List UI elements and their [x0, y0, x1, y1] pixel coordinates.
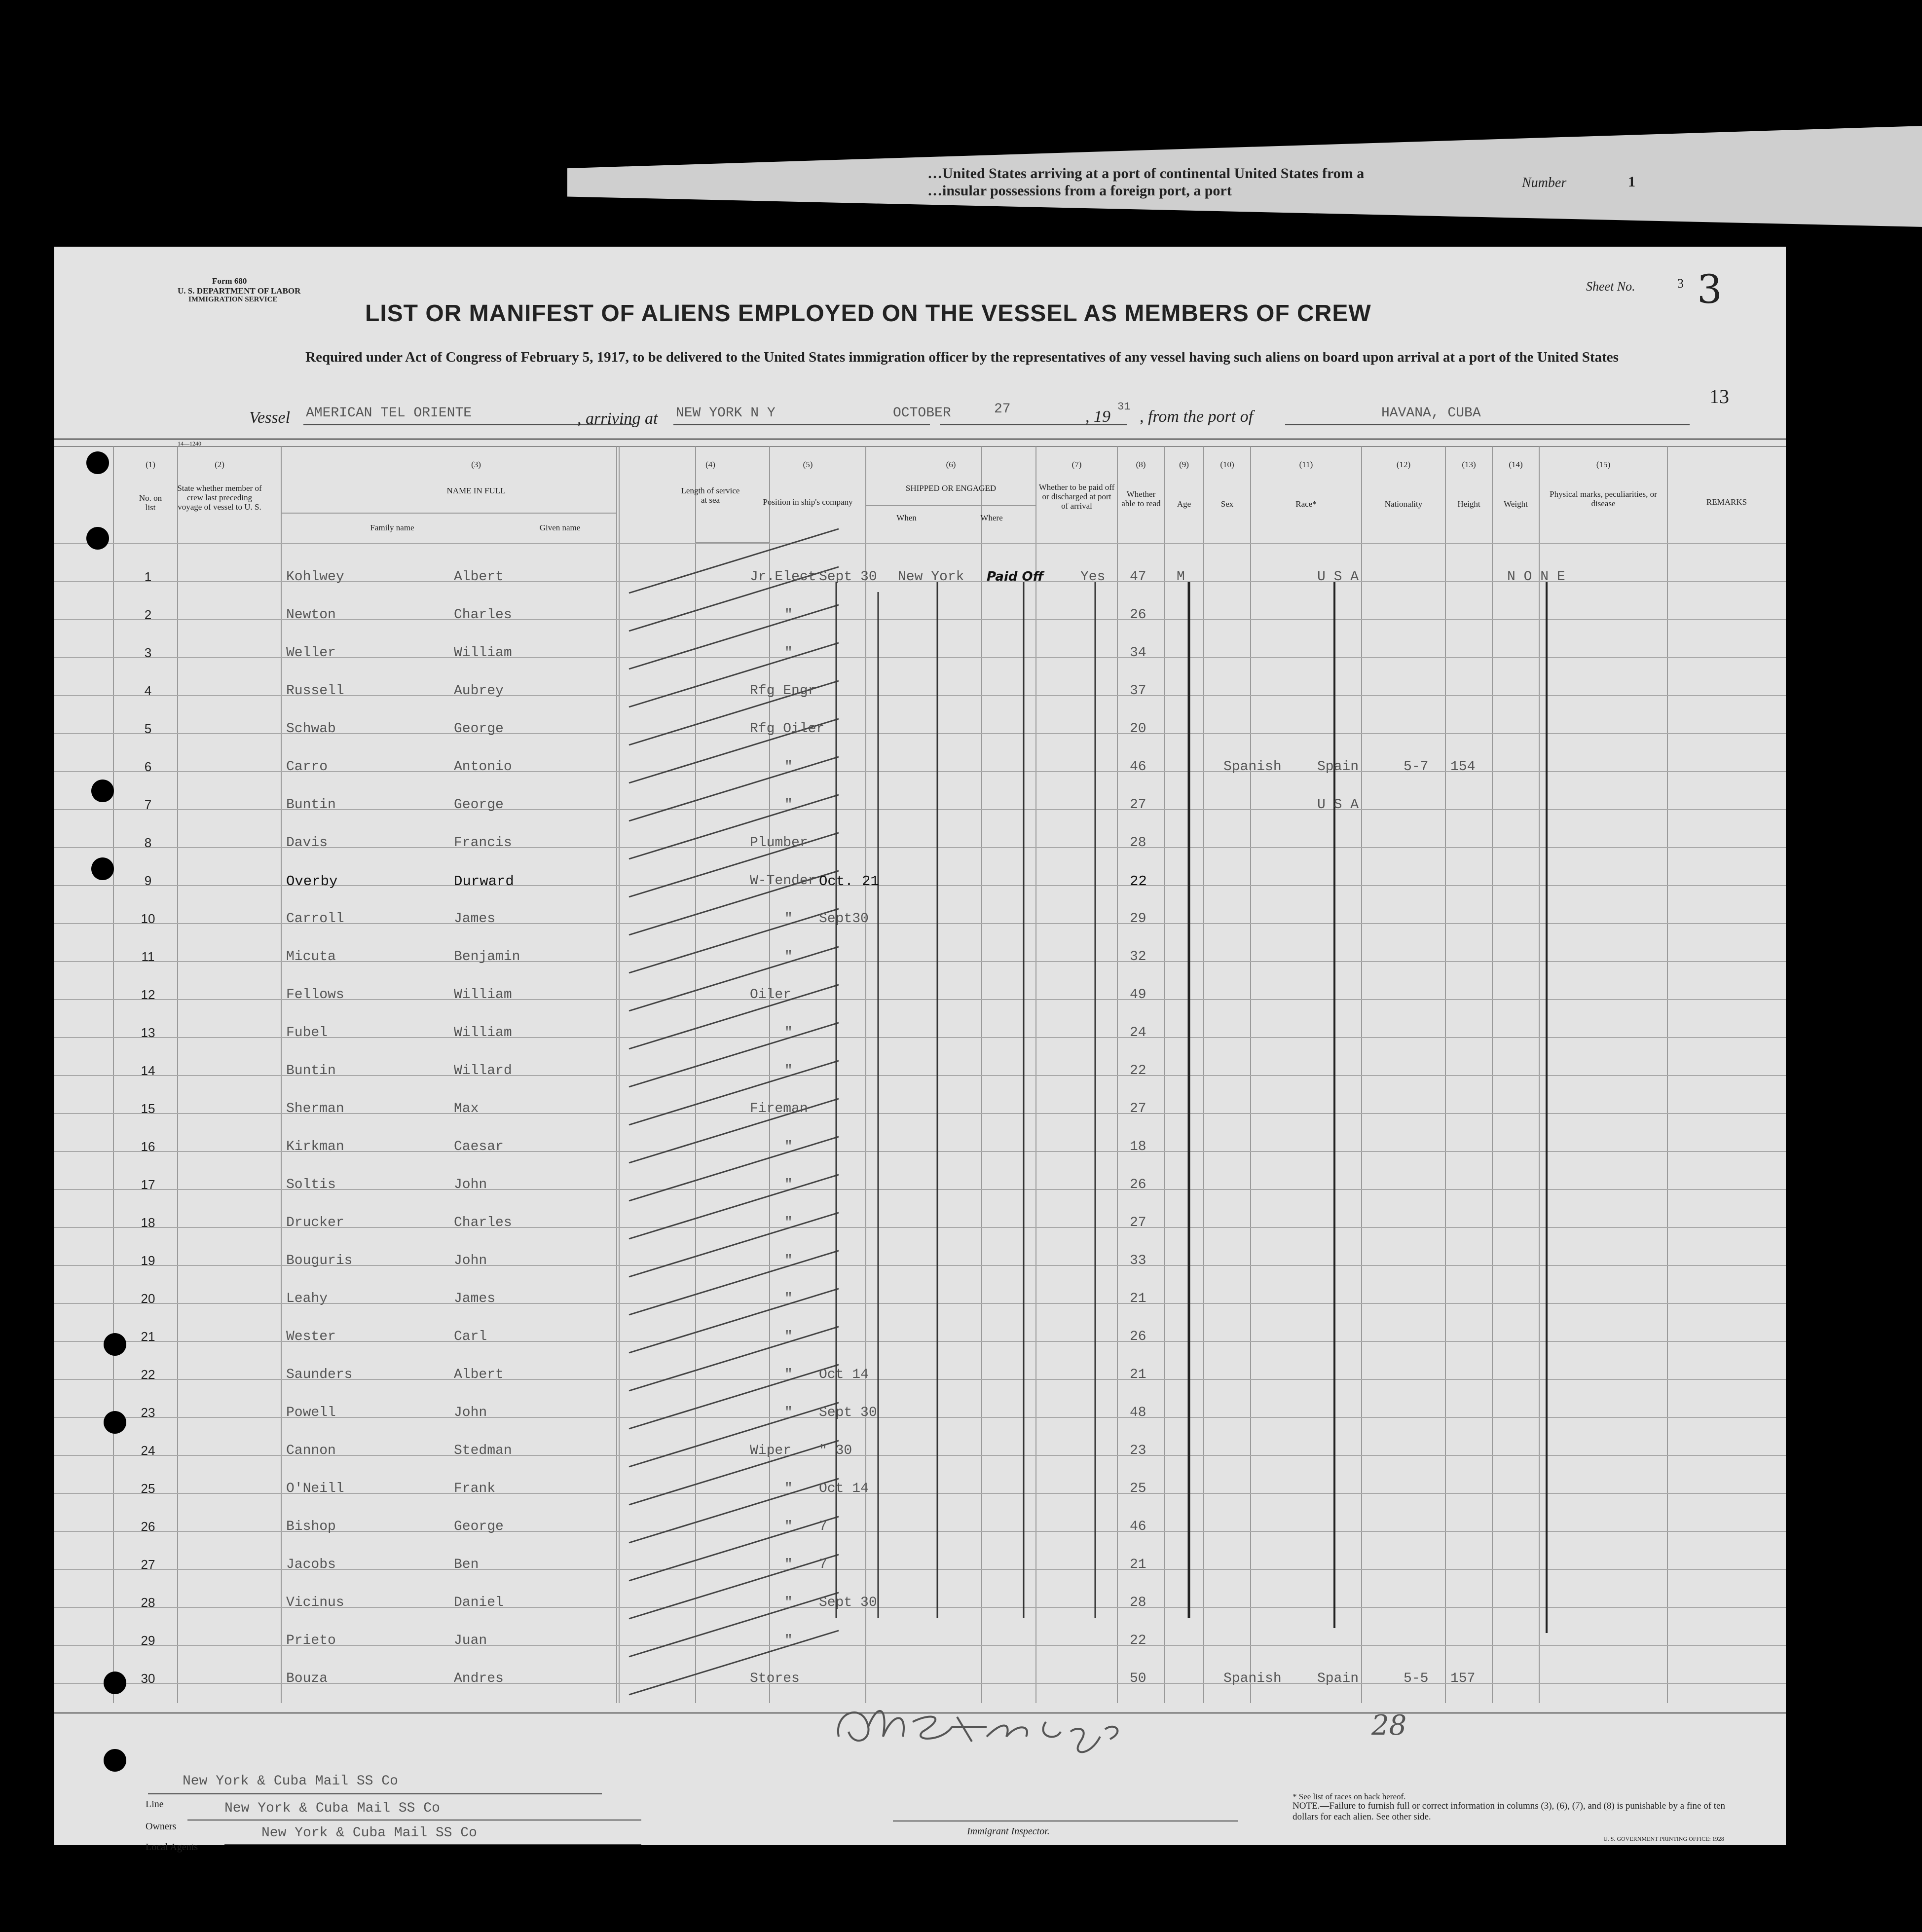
col-num-6: (6)	[946, 460, 956, 469]
age: 21	[1130, 1557, 1146, 1572]
height: 5-5	[1404, 1671, 1429, 1686]
hdr-height: Height	[1457, 499, 1480, 509]
age: 48	[1130, 1405, 1146, 1420]
service: IMMIGRATION SERVICE	[188, 296, 278, 303]
col-num-13: (13)	[1462, 460, 1476, 469]
col-num-8: (8)	[1136, 460, 1146, 469]
family-name: Kirkman	[286, 1139, 344, 1154]
binder-hole	[86, 527, 109, 550]
row-number: 8	[144, 835, 152, 850]
page-subtitle: Required under Act of Congress of February 5, 1917, to be delivered to the United States immigration officer by the representatives of any vessel having such aliens on board upon arrival at a port of the United States	[305, 349, 1619, 365]
family-name: Powell	[286, 1405, 336, 1420]
binder-hole	[104, 1333, 126, 1356]
binder-hole	[104, 1411, 126, 1434]
age: 28	[1130, 1595, 1146, 1610]
hdr-age: Age	[1177, 499, 1191, 509]
family-name: Schwab	[286, 721, 336, 737]
given-name: Juan	[454, 1633, 487, 1648]
line-underline	[148, 1793, 602, 1794]
manifest-sheet	[54, 247, 1786, 1853]
family-name: Carroll	[286, 911, 344, 927]
family-name: Bishop	[286, 1519, 336, 1534]
given-name: George	[454, 797, 504, 813]
row-number: 7	[144, 797, 152, 812]
position: "	[784, 607, 793, 623]
race: Spanish	[1223, 1671, 1282, 1686]
given-name: Daniel	[454, 1595, 504, 1610]
col-num-14: (14)	[1509, 460, 1523, 469]
col-num-12: (12)	[1396, 460, 1411, 469]
position: Stores	[750, 1671, 800, 1686]
strip-line-2: …insular possessions from a foreign port, a port	[927, 183, 1232, 199]
hdr-able-read: Whether able to read	[1121, 489, 1161, 508]
age: 21	[1130, 1367, 1146, 1382]
family-name: Buntin	[286, 797, 336, 813]
family-name: Fellows	[286, 987, 344, 1003]
row-number: 9	[144, 873, 152, 888]
row-number: 21	[141, 1329, 155, 1344]
age: 26	[1130, 607, 1146, 623]
row-number: 5	[144, 721, 152, 736]
shipped-when: 7	[819, 1557, 827, 1572]
position: "	[784, 1063, 793, 1078]
owners-label: Owners	[146, 1821, 177, 1832]
binder-hole	[91, 780, 114, 802]
row-number: 4	[144, 683, 152, 698]
age: 27	[1130, 797, 1146, 813]
shipped-when: Oct. 21	[819, 873, 879, 890]
agents-label: Local Agents	[146, 1842, 198, 1853]
age: 23	[1130, 1443, 1146, 1458]
age: 22	[1130, 1633, 1146, 1648]
row-number: 16	[141, 1139, 155, 1154]
shipped-where: New York	[898, 569, 964, 585]
sheet-label: Sheet No.	[1586, 279, 1635, 294]
line-value: New York & Cuba Mail SS Co	[183, 1774, 398, 1789]
penalty-note: NOTE.—Failure to furnish full or correct information in columns (3), (6), (7), and (8) is punishable by a fine of ten dollars for each alien. See other side.	[1293, 1801, 1725, 1822]
binder-hole	[91, 857, 114, 880]
family-name: Newton	[286, 607, 336, 623]
hdr-no-on-list: No. on list	[139, 493, 162, 512]
position: "	[784, 1367, 793, 1382]
family-name: Jacobs	[286, 1557, 336, 1572]
family-name: Russell	[286, 683, 344, 699]
agents-underline	[224, 1844, 641, 1845]
age: 22	[1130, 873, 1147, 890]
given-name: George	[454, 1519, 504, 1534]
given-name: John	[454, 1405, 487, 1420]
family-name: Weller	[286, 645, 336, 661]
given-name: James	[454, 1291, 496, 1306]
position: "	[784, 1595, 793, 1610]
physical-marks: N O N E	[1507, 569, 1565, 585]
nationality: U S A	[1317, 569, 1359, 585]
position: Rfg Engr	[750, 683, 816, 699]
family-name: Buntin	[286, 1063, 336, 1078]
given-name: Benjamin	[454, 949, 520, 965]
sheet-handwritten: 3	[1697, 266, 1722, 312]
owners-underline	[187, 1820, 641, 1821]
weight: 157	[1450, 1671, 1476, 1686]
given-name: Andres	[454, 1671, 504, 1686]
shipped-when: Oct 14	[819, 1367, 869, 1382]
age: 29	[1130, 911, 1146, 927]
hdr-nationality: Nationality	[1384, 499, 1423, 509]
given-name: Antonio	[454, 759, 512, 775]
age: 20	[1130, 721, 1146, 737]
family-name: Prieto	[286, 1633, 336, 1648]
hdr-when: When	[896, 513, 917, 522]
age: 46	[1130, 759, 1146, 775]
able-to-read: Yes	[1080, 569, 1106, 585]
position: "	[784, 645, 793, 661]
position: Fireman	[750, 1101, 808, 1116]
hdr-paid-off: Whether to be paid off or discharged at port of arrival	[1038, 483, 1115, 511]
given-name: William	[454, 1025, 512, 1040]
printer-mark: U. S. GOVERNMENT PRINTING OFFICE: 1928	[1603, 1835, 1724, 1842]
given-name: Durward	[454, 873, 514, 890]
arrival-month: OCTOBER	[893, 406, 951, 421]
family-name: Micuta	[286, 949, 336, 965]
position: Jr.Elect	[750, 569, 816, 585]
row-number: 6	[144, 759, 152, 774]
col-num-4: (4)	[705, 460, 715, 469]
shipped-when: 7	[819, 1519, 827, 1534]
year-prefix: , 19	[1085, 408, 1110, 426]
department: U. S. DEPARTMENT OF LABOR	[178, 286, 301, 296]
row-number: 3	[144, 645, 152, 660]
family-name: Drucker	[286, 1215, 344, 1230]
page-number: 13	[1709, 385, 1729, 408]
age: 28	[1130, 835, 1146, 851]
row-number: 28	[141, 1595, 155, 1610]
race: Spanish	[1223, 759, 1282, 775]
position: "	[784, 911, 793, 927]
family-name: Vicinus	[286, 1595, 344, 1610]
age: 26	[1130, 1177, 1146, 1192]
strip-line-1: …United States arriving at a port of continental United States from a	[927, 165, 1365, 182]
position: "	[784, 1291, 793, 1306]
row-number: 10	[141, 911, 155, 926]
age: 22	[1130, 1063, 1146, 1078]
age: 46	[1130, 1519, 1146, 1534]
age: 49	[1130, 987, 1146, 1003]
shipped-when: Oct 14	[819, 1481, 869, 1496]
family-name: Fubel	[286, 1025, 328, 1040]
row-number: 23	[141, 1405, 155, 1420]
family-name: Bouza	[286, 1671, 328, 1686]
col-num-15: (15)	[1596, 460, 1611, 469]
age: 50	[1130, 1671, 1146, 1686]
hdr-race: Race*	[1295, 499, 1317, 509]
position: "	[784, 1481, 793, 1496]
row-number: 17	[141, 1177, 155, 1192]
given-name: Albert	[454, 569, 504, 585]
position: "	[784, 1139, 793, 1154]
given-name: Charles	[454, 1215, 512, 1230]
position: "	[784, 1215, 793, 1230]
position: "	[784, 1557, 793, 1572]
binder-hole	[104, 1749, 126, 1772]
vessel-name: AMERICAN TEL ORIENTE	[306, 406, 472, 421]
strip-number-value: 1	[1628, 174, 1635, 190]
position: "	[784, 1253, 793, 1268]
row-number: 30	[141, 1671, 155, 1686]
age: 33	[1130, 1253, 1146, 1268]
age: 25	[1130, 1481, 1146, 1496]
hdr-sex: Sex	[1220, 499, 1234, 509]
row-number: 2	[144, 607, 152, 622]
given-name: Frank	[454, 1481, 496, 1496]
row-number: 24	[141, 1443, 155, 1458]
hdr-where: Where	[980, 513, 1003, 522]
given-name: Charles	[454, 607, 512, 623]
hdr-family-name: Family name	[370, 523, 414, 532]
age: 26	[1130, 1329, 1146, 1344]
family-name: Cannon	[286, 1443, 336, 1458]
family-name: Wester	[286, 1329, 336, 1344]
vessel-label: Vessel	[249, 409, 291, 427]
form-code: 14—1240	[178, 440, 201, 447]
owners-value: New York & Cuba Mail SS Co	[224, 1801, 440, 1816]
age: 27	[1130, 1101, 1146, 1116]
hdr-weight: Weight	[1504, 499, 1528, 509]
form-number: Form 680	[212, 276, 247, 286]
position: Wiper	[750, 1443, 792, 1458]
hdr-state-whether: State whether member of crew last preceding voyage of vessel to U. S.	[177, 483, 262, 512]
family-name: O'Neill	[286, 1481, 344, 1496]
given-name: Ben	[454, 1557, 479, 1572]
position: "	[784, 949, 793, 965]
arrival-day: 27	[994, 402, 1011, 417]
col-num-5: (5)	[803, 460, 813, 469]
position: "	[784, 1519, 793, 1534]
row-number: 22	[141, 1367, 155, 1382]
age: 21	[1130, 1291, 1146, 1306]
col-num-1: (1)	[146, 460, 155, 469]
nationality: U S A	[1317, 797, 1359, 813]
row-number: 20	[141, 1291, 155, 1306]
nationality: Spain	[1317, 759, 1359, 775]
weight: 154	[1450, 759, 1476, 775]
age: 24	[1130, 1025, 1146, 1040]
given-name: John	[454, 1253, 487, 1268]
hdr-physical-marks: Physical marks, peculiarities, or disease	[1550, 489, 1657, 508]
given-name: Aubrey	[454, 683, 504, 699]
paid-off: Paid Off	[987, 569, 1044, 584]
inspector-label: Immigrant Inspector.	[967, 1826, 1050, 1837]
given-name: John	[454, 1177, 487, 1192]
shipped-when: " 30	[819, 1443, 852, 1458]
row-number: 29	[141, 1633, 155, 1648]
position: "	[784, 797, 793, 813]
from-label: , from the port of	[1140, 408, 1254, 426]
position: "	[784, 1405, 793, 1420]
family-name: Overby	[286, 873, 338, 890]
inspector-signature	[824, 1682, 1140, 1766]
hdr-name-in-full: NAME IN FULL	[446, 486, 506, 495]
position: Plumber	[750, 835, 808, 851]
shipped-when: Sept 30	[819, 569, 877, 585]
given-name: Willard	[454, 1063, 512, 1078]
from-underline	[1285, 424, 1690, 425]
given-name: Max	[454, 1101, 479, 1116]
family-name: Sherman	[286, 1101, 344, 1116]
shipped-when: Sept 30	[819, 1405, 877, 1420]
shipped-when: Sept30	[819, 911, 869, 927]
from-port: HAVANA, CUBA	[1381, 406, 1481, 421]
races-note: * See list of races on back hereof.	[1293, 1792, 1406, 1801]
age: 34	[1130, 645, 1146, 661]
position: "	[784, 1329, 793, 1344]
hdr-given-name: Given name	[539, 523, 581, 532]
strip-number-label: Number	[1522, 175, 1567, 190]
arriving-underline	[673, 424, 930, 425]
hdr-length-service: Length of service at sea	[681, 486, 740, 505]
family-name: Leahy	[286, 1291, 328, 1306]
position: "	[784, 1177, 793, 1192]
handwritten-count: 28	[1371, 1709, 1407, 1742]
col-num-2: (2)	[215, 460, 224, 469]
year-suffix: 31	[1117, 401, 1131, 413]
given-name: George	[454, 721, 504, 737]
col-num-7: (7)	[1072, 460, 1082, 469]
given-name: William	[454, 987, 512, 1003]
row-number: 26	[141, 1519, 155, 1534]
height: 5-7	[1404, 759, 1429, 775]
binder-hole	[104, 1672, 126, 1694]
row-number: 27	[141, 1557, 155, 1572]
row-number: 18	[141, 1215, 155, 1230]
given-name: Caesar	[454, 1139, 504, 1154]
position: Rfg Oiler	[750, 721, 825, 737]
row-number: 14	[141, 1063, 155, 1078]
arriving-port: NEW YORK N Y	[676, 406, 776, 421]
given-name: Stedman	[454, 1443, 512, 1458]
sex: M	[1177, 569, 1185, 585]
sheet-typed: 3	[1677, 276, 1684, 291]
row-number: 13	[141, 1025, 155, 1040]
family-name: Saunders	[286, 1367, 353, 1382]
family-name: Carro	[286, 759, 328, 775]
position: Oiler	[750, 987, 792, 1003]
col-num-3: (3)	[471, 460, 481, 469]
hdr-remarks: REMARKS	[1706, 497, 1747, 507]
family-name: Davis	[286, 835, 328, 851]
position: W-Tender	[750, 873, 816, 889]
given-name: Francis	[454, 835, 512, 851]
row-number: 1	[144, 569, 152, 584]
page-title: LIST OR MANIFEST OF ALIENS EMPLOYED ON THE VESSEL AS MEMBERS OF CREW	[365, 300, 1371, 327]
given-name: James	[454, 911, 496, 927]
age: 27	[1130, 1215, 1146, 1230]
col-num-9: (9)	[1179, 460, 1189, 469]
family-name: Bouguris	[286, 1253, 353, 1268]
row-number: 25	[141, 1481, 155, 1496]
given-name: Albert	[454, 1367, 504, 1382]
shipped-when: Sept 30	[819, 1595, 877, 1610]
hdr-position: Position in ship's company	[763, 497, 853, 507]
age: 37	[1130, 683, 1146, 699]
position: "	[784, 1633, 793, 1648]
family-name: Kohlwey	[286, 569, 344, 585]
row-number: 19	[141, 1253, 155, 1268]
arriving-label: , arriving at	[577, 409, 658, 428]
given-name: William	[454, 645, 512, 661]
hdr-shipped: SHIPPED OR ENGAGED	[905, 483, 997, 493]
col-num-10: (10)	[1220, 460, 1234, 469]
row-number: 12	[141, 987, 155, 1002]
line-label: Line	[146, 1799, 164, 1810]
row-number: 11	[141, 949, 155, 964]
nationality: Spain	[1317, 1671, 1359, 1686]
age: 47	[1130, 569, 1146, 585]
agents-value: New York & Cuba Mail SS Co	[261, 1825, 477, 1841]
given-name: Carl	[454, 1329, 487, 1344]
position: "	[784, 759, 793, 775]
col-num-11: (11)	[1299, 460, 1313, 469]
row-number: 15	[141, 1101, 155, 1116]
family-name: Soltis	[286, 1177, 336, 1192]
age: 18	[1130, 1139, 1146, 1154]
binder-hole	[86, 451, 109, 474]
age: 32	[1130, 949, 1146, 965]
position: "	[784, 1025, 793, 1040]
